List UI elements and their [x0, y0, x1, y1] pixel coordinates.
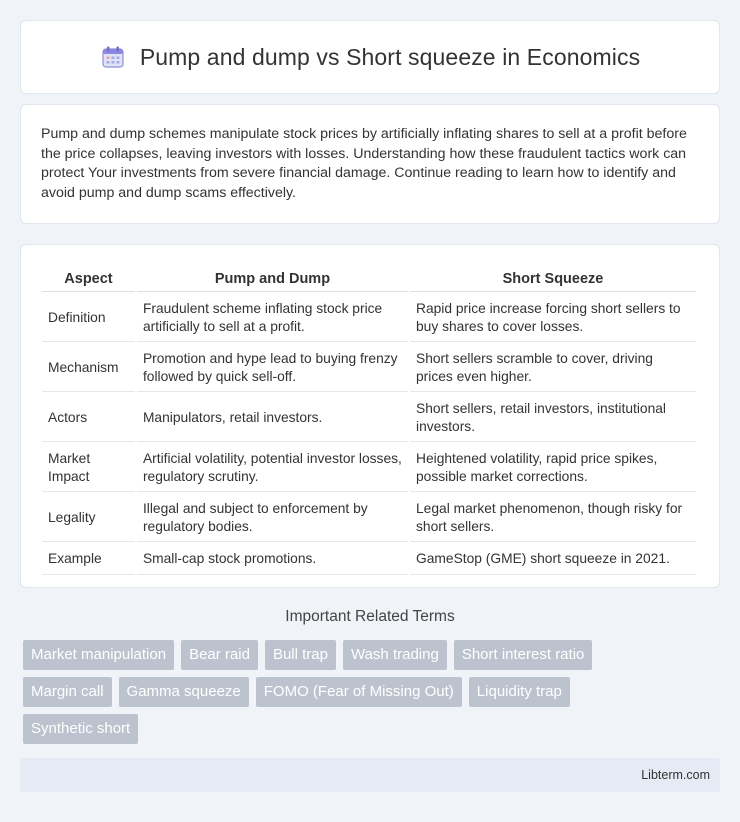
row-pump-and-dump: Illegal and subject to enforcement by regulatory bodies.: [137, 494, 408, 542]
table-row: [42, 544, 696, 575]
tag-short-interest-ratio[interactable]: Short interest ratio: [454, 640, 593, 670]
comparison-card: [20, 244, 720, 588]
header-card: [20, 20, 720, 94]
table-row: [42, 394, 696, 442]
row-short-squeeze: Heightened volatility, rapid price spikes, possible market corrections.: [410, 444, 696, 492]
tag-margin-call[interactable]: Margin call: [23, 677, 112, 707]
tag-bear-raid[interactable]: Bear raid: [181, 640, 258, 670]
header-aspect: Aspect: [42, 267, 135, 292]
table-row: [42, 344, 696, 392]
table-row: [42, 444, 696, 492]
header-short-squeeze: Short Squeeze: [410, 267, 696, 292]
intro-card: [20, 104, 720, 224]
row-aspect: Definition: [42, 294, 135, 342]
row-short-squeeze: Short sellers scramble to cover, driving prices even higher.: [410, 344, 696, 392]
tag-bull-trap[interactable]: Bull trap: [265, 640, 336, 670]
header-pump-and-dump: Pump and Dump: [137, 267, 408, 292]
footer: [20, 758, 720, 792]
table-row: [42, 494, 696, 542]
row-pump-and-dump: Promotion and hype lead to buying frenzy followed by quick sell-off.: [137, 344, 408, 392]
row-pump-and-dump: Small-cap stock promotions.: [137, 544, 408, 575]
row-short-squeeze: Short sellers, retail investors, institutional investors.: [410, 394, 696, 442]
row-short-squeeze: Legal market phenomenon, though risky for short sellers.: [410, 494, 696, 542]
tag-synthetic-short[interactable]: Synthetic short: [23, 714, 138, 744]
tag-market-manipulation[interactable]: Market manipulation: [23, 640, 174, 670]
related-terms-title: Important Related Terms: [285, 608, 455, 625]
row-aspect: Mechanism: [42, 344, 135, 392]
tag-gamma-squeeze[interactable]: Gamma squeeze: [119, 677, 249, 707]
row-aspect: Market Impact: [42, 444, 135, 492]
tag-wash-trading[interactable]: Wash trading: [343, 640, 447, 670]
tag-fomo[interactable]: FOMO (Fear of Missing Out): [256, 677, 462, 707]
row-aspect: Actors: [42, 394, 135, 442]
related-terms-tags: [23, 640, 623, 744]
table-row: [42, 294, 696, 342]
row-pump-and-dump: Artificial volatility, potential investor losses, regulatory scrutiny.: [137, 444, 408, 492]
tag-liquidity-trap[interactable]: Liquidity trap: [469, 677, 570, 707]
calendar-icon: [100, 44, 126, 70]
comparison-table: [40, 265, 698, 577]
row-pump-and-dump: Manipulators, retail investors.: [137, 394, 408, 442]
row-pump-and-dump: Fraudulent scheme inflating stock price artificially to sell at a profit.: [137, 294, 408, 342]
footer-link[interactable]: Libterm.com: [641, 768, 710, 782]
page-title: Pump and dump vs Short squeeze in Economics: [139, 43, 641, 70]
row-aspect: Example: [42, 544, 135, 575]
title-wrap: [100, 44, 640, 71]
row-aspect: Legality: [42, 494, 135, 542]
row-short-squeeze: Rapid price increase forcing short sellers to buy shares to cover losses.: [410, 294, 696, 342]
table-header-row: [42, 267, 696, 292]
row-short-squeeze: GameStop (GME) short squeeze in 2021.: [410, 544, 696, 575]
intro-text: Pump and dump schemes manipulate stock prices by artificially inflating shares to sell at a profit before the price collapses, leaving investors with losses. Understanding how these fraudulent tactics work can protect Your investments from severe financial damage. Continue reading to learn how to identify and avoid pump and dump scams effectively.: [41, 126, 687, 201]
